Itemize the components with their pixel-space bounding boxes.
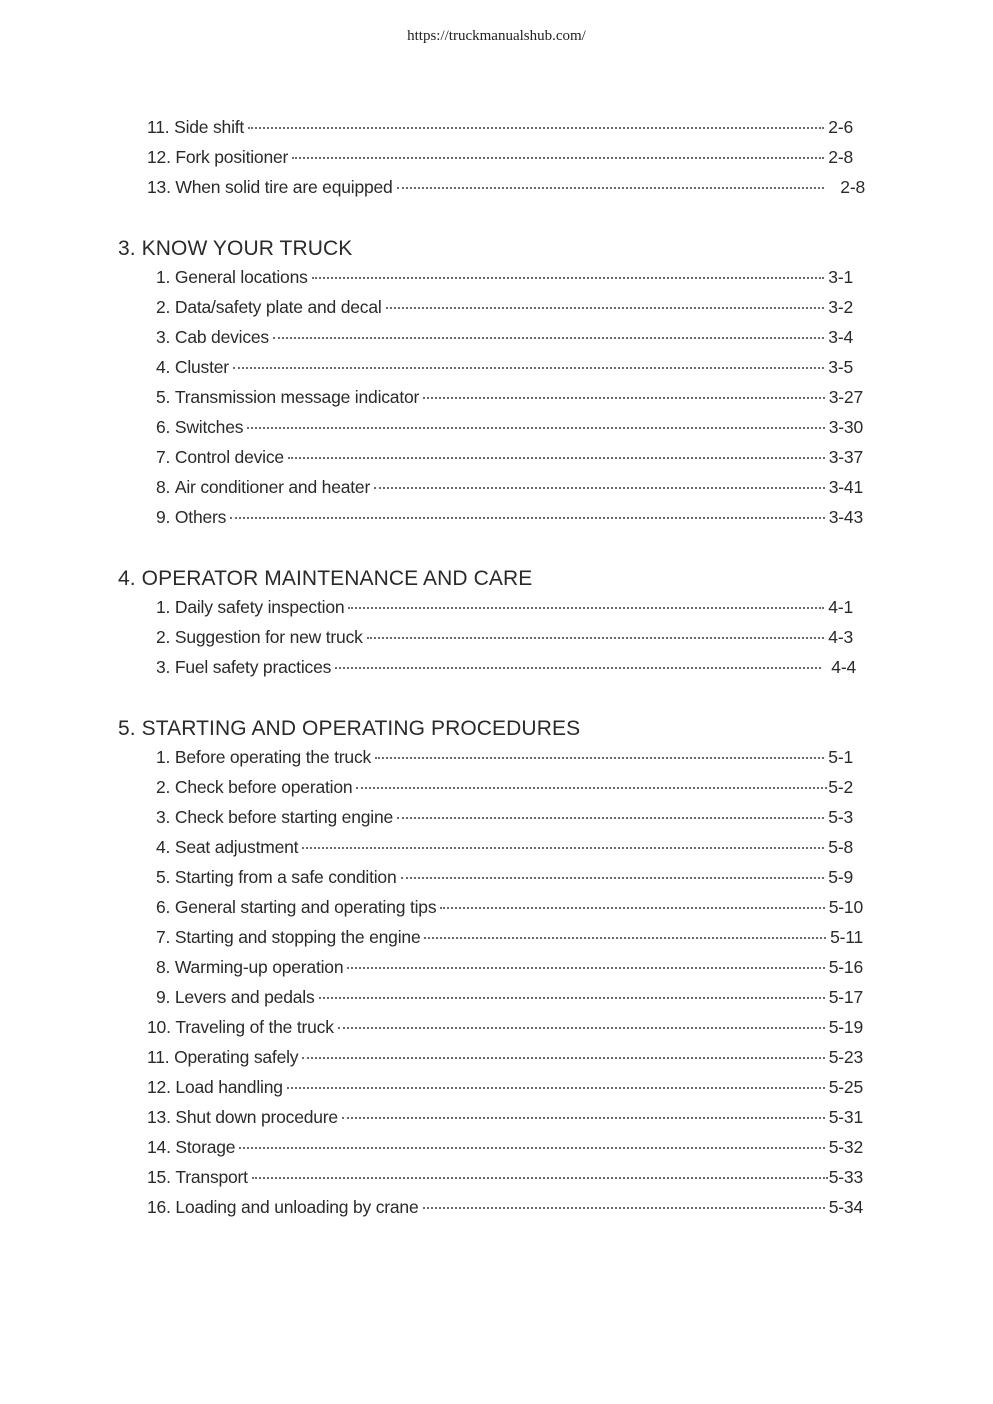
entry-label: Air conditioner and heater — [174, 477, 371, 497]
entry-label: Shut down procedure — [175, 1107, 338, 1127]
toc-entry[interactable] — [156, 327, 853, 349]
entry-page: 3-2 — [828, 297, 853, 317]
leader-dots — [288, 457, 825, 459]
leader-dots — [319, 997, 825, 999]
entry-page: 5-33 — [828, 1167, 863, 1187]
entry-number: 9. — [156, 507, 171, 527]
entry-number: 3. — [156, 807, 171, 827]
entry-number: 6. — [156, 897, 171, 917]
section-title: 5. STARTING AND OPERATING PROCEDURES — [118, 717, 581, 740]
toc-entry[interactable] — [156, 657, 856, 679]
toc-entry[interactable] — [156, 447, 863, 469]
toc-entry[interactable] — [156, 357, 853, 379]
entry-label: Storage — [175, 1137, 236, 1157]
toc-entry[interactable] — [156, 777, 853, 799]
entry-page: 3-4 — [828, 327, 853, 347]
entry-number: 13. — [147, 177, 171, 197]
entry-page: 3-41 — [828, 477, 863, 497]
entry-page: 5-34 — [828, 1197, 863, 1217]
entry-page: 3-1 — [828, 267, 853, 287]
entry-page: 5-19 — [828, 1017, 863, 1037]
entry-page: 4-1 — [828, 597, 853, 617]
entry-page: 2-8 — [840, 177, 865, 197]
leader-dots — [248, 127, 824, 129]
entry-number: 5. — [156, 867, 171, 887]
entry-label: Transmission message indicator — [174, 387, 420, 407]
entry-page: 5-25 — [828, 1077, 863, 1097]
leader-dots — [401, 877, 825, 879]
entry-page: 3-30 — [828, 417, 863, 437]
section-title: 4. OPERATOR MAINTENANCE AND CARE — [118, 567, 533, 590]
entry-page: 3-37 — [828, 447, 863, 467]
toc-entry[interactable] — [147, 117, 853, 139]
entry-label: Loading and unloading by crane — [175, 1197, 419, 1217]
leader-dots — [342, 1117, 825, 1119]
entry-page: 5-16 — [828, 957, 863, 977]
entry-label: Control device — [174, 447, 284, 467]
entry-page: 5-3 — [828, 807, 853, 827]
leader-dots — [335, 667, 821, 669]
leader-dots — [386, 307, 825, 309]
entry-page: 5-9 — [828, 867, 853, 887]
entry-number: 7. — [156, 927, 171, 947]
toc-entry[interactable] — [147, 1107, 863, 1129]
entry-label: Switches — [174, 417, 244, 437]
entry-page: 5-17 — [828, 987, 863, 1007]
leader-dots — [347, 967, 824, 969]
entry-number: 12. — [147, 147, 171, 167]
entry-label: Fork positioner — [175, 147, 289, 167]
leader-dots — [292, 157, 824, 159]
entry-label: When solid tire are equipped — [175, 177, 393, 197]
entry-number: 4. — [156, 837, 171, 857]
entry-label: Others — [174, 507, 227, 527]
entry-page: 5-1 — [828, 747, 853, 767]
toc-entry[interactable] — [156, 807, 853, 829]
leader-dots — [252, 1177, 828, 1179]
entry-page: 5-2 — [828, 777, 853, 797]
entry-number: 6. — [156, 417, 171, 437]
entry-number: 3. — [156, 327, 171, 347]
toc-entry[interactable] — [156, 297, 853, 319]
entry-number: 2. — [156, 297, 171, 317]
entry-number: 12. — [147, 1077, 171, 1097]
entry-number: 4. — [156, 357, 171, 377]
entry-label: Check before operation — [174, 777, 353, 797]
leader-dots — [230, 517, 825, 519]
leader-dots — [397, 817, 824, 819]
entry-page: 5-31 — [828, 1107, 863, 1127]
toc-entry[interactable] — [147, 1017, 863, 1039]
entry-label: Traveling of the truck — [175, 1017, 334, 1037]
leader-dots — [302, 1057, 824, 1059]
leader-dots — [356, 787, 827, 789]
toc-entry[interactable] — [156, 837, 853, 859]
entry-number: 16. — [147, 1197, 171, 1217]
entry-number: 1. — [156, 597, 171, 617]
entry-number: 14. — [147, 1137, 171, 1157]
leader-dots — [424, 937, 826, 939]
leader-dots — [367, 637, 825, 639]
entry-label: General starting and operating tips — [174, 897, 437, 917]
leader-dots — [273, 337, 824, 339]
entry-label: Before operating the truck — [174, 747, 372, 767]
leader-dots — [312, 277, 825, 279]
entry-label: Data/safety plate and decal — [174, 297, 382, 317]
entry-page: 4-3 — [828, 627, 853, 647]
toc-entry[interactable] — [147, 1047, 863, 1069]
entry-number: 1. — [156, 747, 171, 767]
entry-page: 4-4 — [831, 657, 856, 677]
entry-number: 5. — [156, 387, 171, 407]
toc-entry[interactable] — [156, 477, 863, 499]
entry-page: 3-5 — [828, 357, 853, 377]
entry-number: 2. — [156, 627, 171, 647]
leader-dots — [233, 367, 824, 369]
entry-label: Check before starting engine — [174, 807, 394, 827]
leader-dots — [423, 397, 825, 399]
entry-label: Starting and stopping the engine — [174, 927, 421, 947]
entry-label: Side shift — [174, 117, 245, 137]
entry-label: Operating safely — [174, 1047, 299, 1067]
leader-dots — [348, 607, 824, 609]
entry-number: 11. — [147, 1047, 170, 1067]
toc-entry[interactable] — [156, 957, 863, 979]
toc-entry[interactable] — [147, 1077, 863, 1099]
entry-number: 8. — [156, 957, 171, 977]
toc-entry[interactable] — [147, 1197, 863, 1219]
leader-dots — [287, 1087, 825, 1089]
entry-page: 3-27 — [828, 387, 863, 407]
toc-entry[interactable] — [156, 867, 853, 889]
toc-entry[interactable] — [156, 507, 863, 529]
entry-page: 5-32 — [828, 1137, 863, 1157]
toc-entry[interactable] — [156, 987, 863, 1009]
entry-number: 13. — [147, 1107, 171, 1127]
leader-dots — [423, 1207, 825, 1209]
entry-page: 5-8 — [828, 837, 853, 857]
entry-number: 11. — [147, 117, 170, 137]
leader-dots — [397, 187, 825, 189]
entry-label: Daily safety inspection — [174, 597, 345, 617]
toc-entry[interactable] — [156, 897, 863, 919]
entry-label: Cluster — [174, 357, 229, 377]
entry-page: 2-6 — [828, 117, 853, 137]
entry-page: 3-43 — [828, 507, 863, 527]
toc-entry[interactable] — [156, 627, 853, 649]
toc-entry[interactable] — [156, 267, 853, 289]
leader-dots — [338, 1027, 825, 1029]
toc-entry[interactable] — [147, 1137, 863, 1159]
leader-dots — [302, 847, 824, 849]
entry-number: 2. — [156, 777, 171, 797]
entry-label: Warming-up operation — [174, 957, 344, 977]
leader-dots — [440, 907, 824, 909]
entry-label: Suggestion for new truck — [174, 627, 363, 647]
source-url: https://truckmanualshub.com/ — [407, 28, 586, 44]
leader-dots — [374, 487, 825, 489]
entry-number: 1. — [156, 267, 171, 287]
entry-label: Load handling — [175, 1077, 283, 1097]
entry-label: Seat adjustment — [174, 837, 299, 857]
entry-number: 9. — [156, 987, 171, 1007]
entry-number: 15. — [147, 1167, 171, 1187]
entry-page: 5-10 — [828, 897, 863, 917]
leader-dots — [375, 757, 824, 759]
entry-label: Transport — [175, 1167, 248, 1187]
entry-number: 7. — [156, 447, 171, 467]
entry-number: 3. — [156, 657, 171, 677]
toc-entry[interactable] — [147, 147, 853, 169]
entry-label: Levers and pedals — [174, 987, 315, 1007]
entry-label: Cab devices — [174, 327, 269, 347]
entry-page: 5-11 — [830, 927, 863, 947]
toc-entry[interactable] — [156, 417, 863, 439]
toc-entry[interactable] — [147, 177, 865, 199]
leader-dots — [247, 427, 824, 429]
toc-entry[interactable] — [156, 747, 853, 769]
toc-entry[interactable] — [156, 597, 853, 619]
entry-label: General locations — [174, 267, 308, 287]
entry-label: Fuel safety practices — [174, 657, 332, 677]
toc-entry[interactable] — [156, 387, 863, 409]
toc-entry[interactable] — [156, 927, 863, 949]
entry-number: 8. — [156, 477, 171, 497]
leader-dots — [239, 1147, 824, 1149]
entry-page: 5-23 — [828, 1047, 863, 1067]
entry-label: Starting from a safe condition — [174, 867, 397, 887]
toc-entry[interactable] — [147, 1167, 863, 1189]
section-title: 3. KNOW YOUR TRUCK — [118, 237, 353, 260]
entry-page: 2-8 — [828, 147, 853, 167]
entry-number: 10. — [147, 1017, 171, 1037]
